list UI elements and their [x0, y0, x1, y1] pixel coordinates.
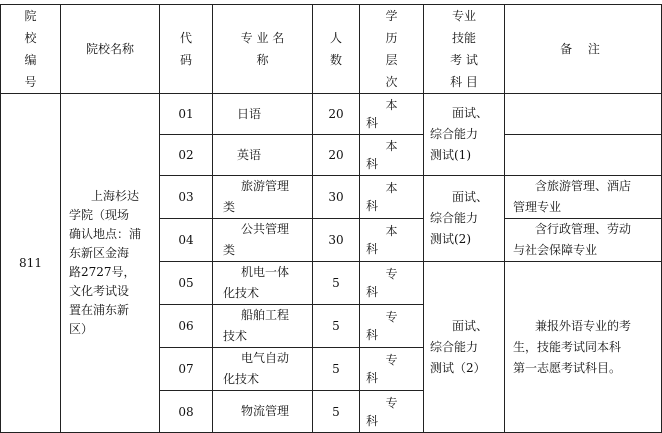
school-code-cell: 811 — [1, 94, 61, 433]
count-cell: 5 — [313, 262, 360, 305]
level-char: 本 — [385, 224, 398, 238]
header-school-code-char: 编 — [24, 53, 37, 67]
major-line: 类 — [223, 200, 236, 214]
note-line: 管理专业 — [513, 200, 562, 214]
header-skill — [424, 5, 505, 94]
note-cell-group3 — [505, 262, 662, 433]
level-cell — [360, 262, 424, 305]
header-skill-line: 专业 — [451, 9, 476, 23]
skill-line: 面试、 — [452, 190, 489, 204]
level-char: 科 — [366, 157, 379, 171]
code-cell: 06 — [160, 305, 213, 348]
header-school-code — [1, 5, 61, 94]
skill-line: 综合能力 — [430, 339, 479, 354]
note-line: 与社会保障专业 — [513, 243, 598, 257]
header-note: 备 注 — [505, 5, 662, 94]
school-name-cell — [61, 94, 160, 433]
school-name-line: 确认地点：浦 — [69, 227, 142, 241]
major-cell — [213, 348, 313, 391]
level-char: 科 — [366, 413, 379, 428]
level-char: 科 — [366, 285, 379, 299]
major-line: 化技术 — [223, 286, 260, 300]
level-char: 科 — [366, 242, 379, 256]
header-daima — [160, 5, 213, 94]
code-cell: 03 — [160, 176, 213, 219]
major-line: 旅游管理 — [241, 179, 290, 193]
header-major-line: 称 — [256, 53, 269, 67]
major-line: 化技术 — [223, 372, 260, 386]
major-cell — [213, 176, 313, 219]
count-cell: 5 — [313, 391, 360, 433]
major-line: 类 — [223, 243, 236, 257]
note-cell — [505, 219, 662, 262]
header-school-code-char: 校 — [24, 31, 37, 45]
major-line: 机电一体 — [241, 265, 290, 279]
count-cell: 5 — [313, 305, 360, 348]
count-cell: 20 — [313, 94, 360, 135]
level-cell — [360, 348, 424, 391]
code-cell: 08 — [160, 391, 213, 433]
header-major-line: 专 业 名 — [240, 31, 285, 45]
header-level — [360, 5, 424, 94]
note-line: 兼报外语专业的考 — [535, 318, 632, 333]
school-name-line: 置在浦东新 — [69, 303, 130, 317]
code-cell: 07 — [160, 348, 213, 391]
school-name-line: 区） — [69, 322, 94, 336]
level-char: 专 — [385, 310, 398, 324]
header-skill-line: 科 目 — [450, 75, 478, 89]
level-cell — [360, 94, 424, 135]
skill-line: 综合能力 — [430, 127, 479, 141]
level-char: 科 — [366, 371, 379, 385]
header-level-char: 学 — [385, 9, 398, 23]
code-cell: 04 — [160, 219, 213, 262]
header-count — [313, 5, 360, 94]
note-cell — [505, 176, 662, 219]
note-cell — [505, 135, 662, 176]
admission-table — [0, 4, 662, 433]
header-skill-line: 考 试 — [450, 53, 478, 67]
header-level-char: 历 — [385, 31, 398, 45]
skill-line: 面试、 — [452, 106, 489, 120]
school-name-line: 上海杉达 — [91, 189, 140, 203]
school-name-line: 文化考试设 — [69, 284, 130, 298]
level-char: 本 — [385, 139, 398, 153]
note-line: 含行政管理、劳动 — [535, 222, 632, 236]
skill-line: 综合能力 — [430, 211, 479, 225]
school-name-line: 东新区金海 — [69, 246, 130, 260]
header-daima-char: 码 — [179, 53, 192, 67]
header-count-char: 数 — [329, 53, 342, 67]
header-count-char: 人 — [329, 31, 342, 45]
level-char: 科 — [366, 116, 379, 130]
major-cell — [213, 135, 313, 176]
header-daima-char: 代 — [179, 31, 192, 45]
major-cell — [213, 94, 313, 135]
note-cell — [505, 94, 662, 135]
skill-cell-group2 — [424, 176, 505, 262]
note-line: 第一志愿考试科目。 — [513, 360, 622, 375]
table-row — [1, 94, 662, 135]
header-level-char: 次 — [385, 75, 398, 89]
major-cell — [213, 391, 313, 433]
count-cell: 30 — [313, 176, 360, 219]
code-cell: 01 — [160, 94, 213, 135]
header-level-char: 层 — [385, 53, 398, 67]
skill-cell-group1 — [424, 94, 505, 176]
major-line: 英语 — [237, 147, 262, 162]
count-cell: 30 — [313, 219, 360, 262]
level-char: 本 — [385, 98, 398, 112]
major-line: 技术 — [223, 329, 248, 343]
header-row — [1, 5, 662, 94]
major-line: 物流管理 — [241, 404, 290, 418]
major-cell — [213, 305, 313, 348]
note-line: 含旅游管理、酒店 — [535, 179, 632, 193]
level-cell — [360, 176, 424, 219]
level-cell — [360, 219, 424, 262]
level-char: 专 — [385, 353, 398, 367]
skill-line: 测试(2) — [430, 232, 471, 246]
major-line: 电气自动 — [241, 351, 290, 365]
header-skill-line: 技能 — [451, 31, 476, 45]
level-cell — [360, 135, 424, 176]
count-cell: 20 — [313, 135, 360, 176]
count-cell: 5 — [313, 348, 360, 391]
level-char: 专 — [385, 267, 398, 281]
header-school-code-char: 院 — [24, 9, 37, 23]
skill-cell-group3 — [424, 262, 505, 433]
level-char: 科 — [366, 199, 379, 213]
header-school-code-char: 号 — [24, 75, 37, 89]
school-name-line: 路2727号， — [69, 265, 136, 279]
level-char: 专 — [385, 395, 398, 410]
level-cell — [360, 305, 424, 348]
major-line: 船舶工程 — [241, 308, 290, 322]
school-name-line: 学院（现场 — [69, 208, 130, 222]
major-cell — [213, 219, 313, 262]
level-char: 科 — [366, 328, 379, 342]
note-line: 生，技能考试同本科 — [513, 339, 622, 354]
header-major — [213, 5, 313, 94]
skill-line: 测试(1) — [430, 148, 471, 162]
major-line: 公共管理 — [241, 222, 290, 236]
skill-line: 测试（2） — [430, 360, 486, 375]
code-cell: 05 — [160, 262, 213, 305]
skill-line: 面试、 — [452, 318, 489, 333]
header-school-name: 院校名称 — [61, 5, 160, 94]
level-char: 本 — [385, 181, 398, 195]
level-cell — [360, 391, 424, 433]
code-cell: 02 — [160, 135, 213, 176]
major-cell — [213, 262, 313, 305]
major-line: 日语 — [237, 106, 262, 121]
